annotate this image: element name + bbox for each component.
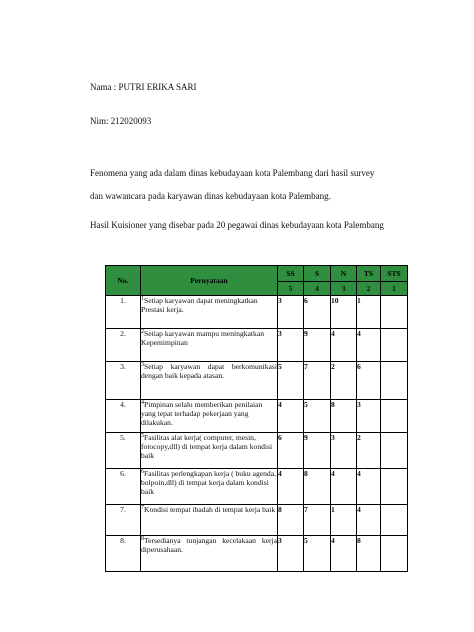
header-ts: TS (357, 266, 381, 282)
count-ss: 8 (278, 505, 304, 536)
count-n: 4 (331, 329, 357, 362)
footnote-mark: 5 (141, 433, 144, 439)
count-ts: 1 (357, 296, 381, 329)
table-row (106, 536, 408, 572)
count-n: 8 (331, 400, 357, 433)
footnote-mark: 2 (141, 329, 144, 335)
row-number: 5. (106, 433, 141, 469)
statement (141, 329, 278, 362)
count-ts: 2 (357, 433, 381, 469)
count-n: 4 (331, 536, 357, 572)
statement (141, 362, 278, 400)
count-s: 9 (304, 329, 331, 362)
row-number: 4. (106, 400, 141, 433)
count-s: 7 (304, 505, 331, 536)
statement (141, 469, 278, 505)
table-row (106, 469, 408, 505)
table-row (106, 505, 408, 536)
count-n: 4 (331, 469, 357, 505)
count-ts: 8 (357, 536, 381, 572)
table-row (106, 400, 408, 433)
statement (141, 505, 278, 536)
phenomenon-paragraph-line-1: Fenomena yang ada dalam dinas kebudayaan kota Palembang dari hasil survey (90, 168, 375, 178)
statement-text: Setiap karyawan dapat berkomunikasi dengan baik kepada atasan. (141, 362, 277, 381)
statement (141, 400, 278, 433)
statement (141, 536, 278, 572)
questionnaire-intro: Hasil Kuisioner yang disebar pada 20 pegawai dinas kebudayaan kota Palembang (90, 220, 384, 230)
header-ss: SS (278, 266, 304, 282)
statement-text: Setiap karyawan mampu meningkatkan Kepemimpinan (141, 329, 264, 348)
footnote-mark: 4 (141, 400, 144, 406)
weight-ss: 5 (278, 282, 304, 296)
count-ts: 4 (357, 505, 381, 536)
count-ss: 3 (278, 329, 304, 362)
count-sts (381, 433, 408, 469)
count-sts (381, 296, 408, 329)
count-sts (381, 362, 408, 400)
count-ts: 3 (357, 400, 381, 433)
count-s: 5 (304, 400, 331, 433)
header-n: N (331, 266, 357, 282)
footnote-mark: 6 (141, 469, 144, 475)
header-pernyataan: Pernyataan (141, 266, 278, 296)
statement-text: Kondisi tempat ibadah di tempat kerja baik (144, 505, 276, 514)
count-ss: 3 (278, 296, 304, 329)
statement-text: Fasilitas perlengkapan kerja ( buku agenda, bolpoin,dll) di tempat kerja dalam kondisi baik (141, 469, 277, 497)
count-s: 5 (304, 536, 331, 572)
header-sts: STS (381, 266, 408, 282)
count-sts (381, 329, 408, 362)
weight-n: 3 (331, 282, 357, 296)
table-row (106, 433, 408, 469)
count-ss: 5 (278, 362, 304, 400)
row-number: 8. (106, 536, 141, 572)
count-ss: 4 (278, 400, 304, 433)
footnote-mark: 8 (141, 536, 144, 542)
statement (141, 296, 278, 329)
statement (141, 433, 278, 469)
count-sts (381, 469, 408, 505)
count-s: 8 (304, 469, 331, 505)
statement-text: Setiap karyawan dapat meningkatkan Prestasi kerja. (141, 296, 258, 315)
questionnaire-table (105, 265, 408, 572)
header-s: S (304, 266, 331, 282)
count-s: 7 (304, 362, 331, 400)
count-ss: 4 (278, 469, 304, 505)
count-ts: 4 (357, 329, 381, 362)
count-n: 2 (331, 362, 357, 400)
count-sts (381, 400, 408, 433)
table-row (106, 296, 408, 329)
row-number: 1. (106, 296, 141, 329)
statement-text: Tersedianya tunjangan kecelakaan kerja diperusahaan. (141, 536, 277, 555)
count-ss: 6 (278, 433, 304, 469)
weight-s: 4 (304, 282, 331, 296)
row-number: 7. (106, 505, 141, 536)
count-ts: 6 (357, 362, 381, 400)
table-row (106, 329, 408, 362)
count-ss: 3 (278, 536, 304, 572)
count-s: 6 (304, 296, 331, 329)
weight-ts: 2 (357, 282, 381, 296)
count-n: 10 (331, 296, 357, 329)
weight-sts: 1 (381, 282, 408, 296)
count-sts (381, 505, 408, 536)
statement-text: Fasilitas alat kerja( computer, mesin, fotocopy,dll) di tempat kerja dalam kondisi baik (141, 433, 273, 461)
header-no: No. (106, 266, 141, 296)
count-s: 9 (304, 433, 331, 469)
row-number: 3. (106, 362, 141, 400)
count-n: 1 (331, 505, 357, 536)
count-n: 3 (331, 433, 357, 469)
student-id: Nim: 212020093 (90, 116, 152, 126)
row-number: 2. (106, 329, 141, 362)
footnote-mark: 1 (141, 296, 144, 302)
student-name: Nama : PUTRI ERIKA SARI (90, 82, 197, 92)
footnote-mark: 3 (141, 362, 144, 368)
row-number: 6. (106, 469, 141, 505)
count-sts (381, 536, 408, 572)
footnote-mark: 7 (141, 505, 144, 511)
table-row (106, 362, 408, 400)
statement-text: Pimpinan selalu memberikan penilaian yang tepat terhadap pekerjaan yang dilakukan. (141, 400, 263, 428)
count-ts: 4 (357, 469, 381, 505)
phenomenon-paragraph-line-2: dan wawancara pada karyawan dinas kebudayaan kota Palembang. (90, 191, 331, 201)
